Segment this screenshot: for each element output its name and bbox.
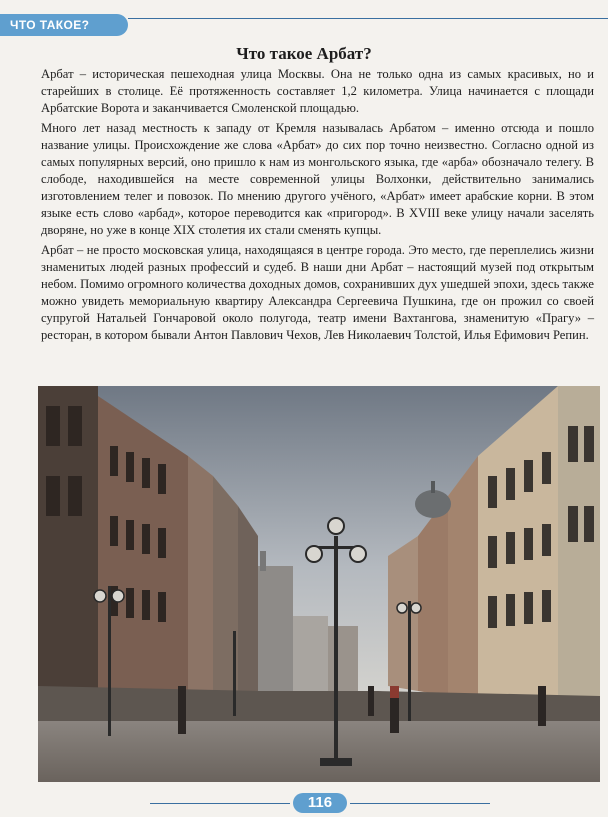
footer-rule-right: [350, 803, 490, 804]
arbat-street-photo: [38, 386, 600, 782]
paragraph-2: Много лет назад местность к западу от Кремля называлась Арбатом – именно отсюда и пошло название улицы. Происхождение же слова «Арбат» до сих пор точно неизвестно. Согласно одной из самых популярных версий, оно пришло к нам из монгольского языка, где «арба» обозначало телегу. В слободе, находившейся на месте современной улицы Волхонки, действительно занимались изготовлением телег и повозок. По мнению другого учёного, «Арбат» имеет арабские корни. В этом языке есть слово «арбад», которое переводится как «пригород». В XVIII веке улицу начали заселять дворяне, но уже в конце XIX столетия их стали сменять купцы.: [41, 121, 594, 237]
section-tab: [0, 14, 128, 36]
header-rule: [128, 18, 608, 19]
article-body: [41, 66, 594, 347]
page-number: 116: [293, 793, 347, 813]
page-title: Что такое Арбат?: [236, 44, 372, 63]
paragraph-3: Арбат – не просто московская улица, находящаяся в центре города. Это место, где переплелись жизни знаменитых людей разных профессий и судеб. В наши дни Арбат – настоящий музей под открытым небом. Помимо огромного количества доходных домов, сохранивших дух ушедшей эпохи, здесь также можно увидеть мемориальную квартиру Александра Сергеевича Пушкина, где он прожил со своей супругой Натальей Гончаровой около полугода, театр имени Вахтангова, знаменитую «Прагу» – ресторан, в котором бывали Антон Павлович Чехов, Лев Николаевич Толстой, Илья Ефимович Репин.: [41, 243, 594, 342]
paragraph-1: Арбат – историческая пешеходная улица Москвы. Она не только одна из самых красивых, но и старейших в столице. Её протяженность составляет 1,2 километра. Улица начинается с площади Арбатские Ворота и заканчивается Смоленской площадью.: [41, 67, 594, 115]
section-tab-label: ЧТО ТАКОЕ?: [10, 18, 90, 32]
footer-rule-left: [150, 803, 290, 804]
